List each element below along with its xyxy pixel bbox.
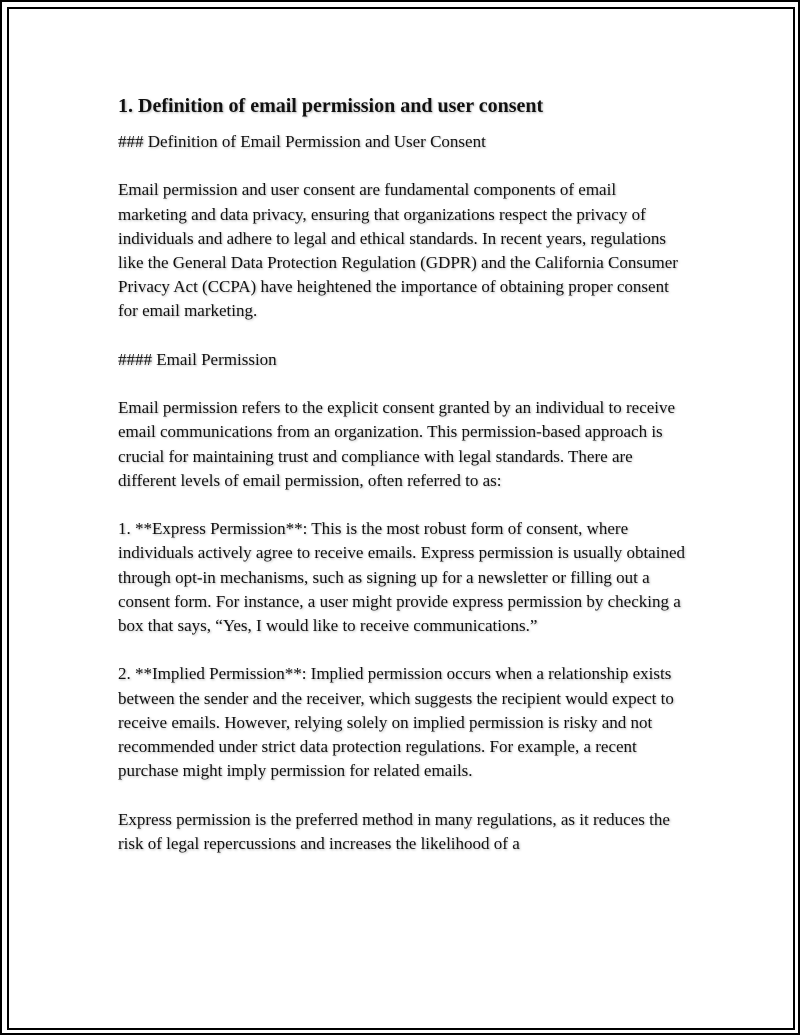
paragraph-express-preferred: Express permission is the preferred method in many regulations, as it reduces the risk of legal repercussions and increases the likelihood of a bbox=[118, 809, 670, 853]
subheading-definition: ### Definition of Email Permission and User Consent bbox=[118, 132, 486, 151]
list-item-implied-permission: 2. **Implied Permission**: Implied permission occurs when a relationship exists between the sender and the receiver, which suggests the recipient would expect to receive emails. However, relying solely on implied permission is risky and not recommended under strict data protection regulations. For example, a recent purchase might imply permission for related emails. bbox=[118, 664, 674, 781]
document-body bbox=[118, 92, 688, 880]
paragraph-intro: Email permission and user consent are fundamental components of email marketing and data privacy, ensuring that organizations respect the privacy of individuals and adhere to legal and ethical standards. In recent years, regulations like the General Data Protection Regulation (GDPR) and the California Consumer Privacy Act (CCPA) have heightened the importance of obtaining proper consent for email marketing. bbox=[118, 180, 678, 321]
paragraph-email-permission: Email permission refers to the explicit consent granted by an individual to receive email communications from an organization. This permission-based approach is crucial for maintaining trust and compliance with legal standards. There are different levels of email permission, often referred to as: bbox=[118, 398, 676, 490]
list-item-express-permission: 1. **Express Permission**: This is the most robust form of consent, where individuals actively agree to receive emails. Express permission is usually obtained through opt-in mechanisms, such as signing up for a newsletter or filling out a consent form. For instance, a user might provide express permission by checking a box that says, “Yes, I would like to receive communications.” bbox=[118, 519, 685, 635]
subheading-email-permission: #### Email Permission bbox=[118, 349, 277, 369]
section-heading: 1. Definition of email permission and user consent bbox=[118, 95, 544, 117]
